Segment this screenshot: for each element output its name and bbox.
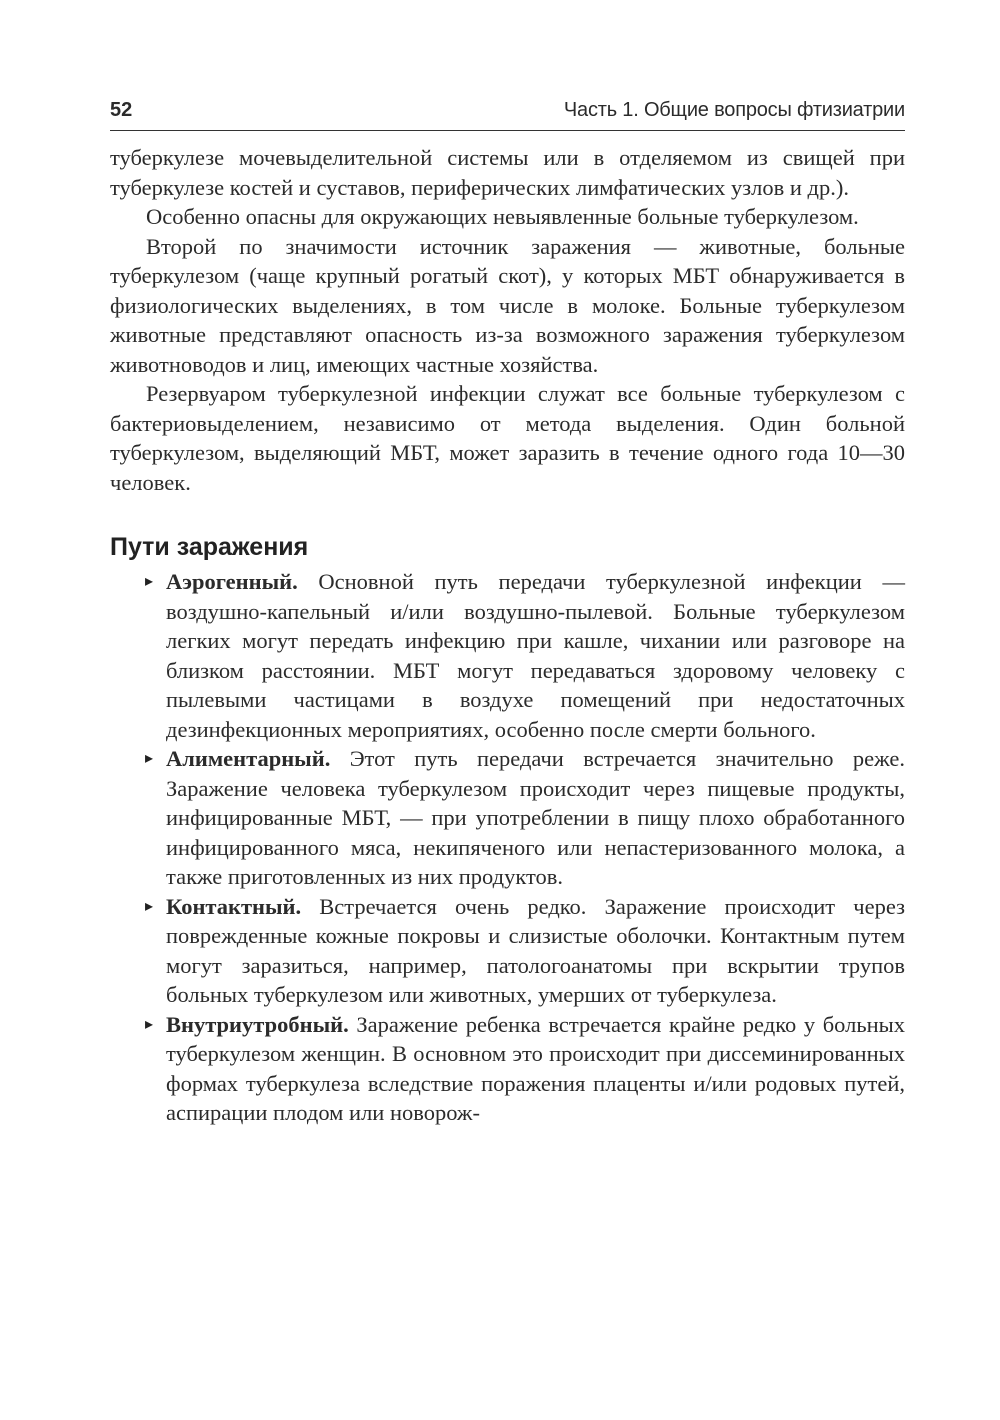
- page-number: 52: [110, 99, 133, 121]
- triangle-right-icon: ▸: [145, 750, 154, 767]
- triangle-right-icon: ▸: [145, 573, 154, 590]
- item-text: Основной путь передачи туберкулезной инфекции — воздушно-капельный и/или воздушно-пылевой. Больные туберкулезом легких могут передать инфекцию при кашле, чихании или разговоре на близком расстоянии. МБТ могут передаваться здоровому человеку с пылевыми частицами в воздухе помещений при недостаточных дезинфекционных мероприятиях, особенно после смерти больного.: [166, 569, 905, 742]
- chapter-title: Часть 1. Общие вопросы фтизиатрии: [563, 99, 905, 121]
- paragraph: туберкулезе мочевыделительной системы или в отделяемом из свищей при туберкулезе костей и суставов, периферических лимфатических узлов и др.).: [110, 145, 905, 200]
- item-text: Заражение ребенка встречается крайне редко у больных туберкулезом женщин. В основном это происходит при диссеминированных формах туберкулеза вследствие поражения плаценты и/или родовых путей, аспирации плодом или новорож-: [166, 1011, 905, 1125]
- running-header: [110, 96, 905, 131]
- paragraph: Особенно опасны для окружающих невыявленные больные туберкулезом.: [146, 204, 859, 229]
- transmission-routes-list: [110, 567, 905, 1128]
- list-item: [110, 744, 905, 892]
- book-page: [110, 96, 905, 1128]
- item-term: Внутриутробный.: [166, 1011, 349, 1037]
- page-body: [110, 143, 905, 1128]
- list-item: [110, 892, 905, 1010]
- item-term: Алиментарный.: [166, 746, 331, 771]
- paragraph: Резервуаром туберкулезной инфекции служат все больные туберкулезом с бактериовыделением, независимо от метода выделения. Один больной туберкулезом, выделяющий МБТ, может заразить в течение одного года 10—30 человек.: [110, 381, 905, 495]
- paragraph: Второй по значимости источник заражения — животные, больные туберкулезом (чаще крупный рогатый скот), у которых МБТ обнаруживается в физиологических выделениях, в том числе в молоке. Больные туберкулезом животные представляют опасность из-за возможного заражения туберкулезом животноводов и лиц, имеющих частные хозяйства.: [110, 233, 905, 377]
- list-item: [110, 1010, 905, 1128]
- triangle-right-icon: ▸: [145, 1015, 154, 1033]
- section-heading: Пути заражения: [110, 533, 309, 561]
- item-text: Встречается очень редко. Заражение происходит через поврежденные кожные покровы и слизистые оболочки. Контактным путем могут заразиться, например, патологоанатомы при вскрытии трупов больных туберкулезом или животных, умерших от туберкулеза.: [166, 893, 905, 1007]
- item-text: Этот путь передачи встречается значительно реже. Заражение человека туберкулезом происходит через пищевые продукты, инфицированные МБТ, — при употреблении в пищу плохо обработанного инфицированного мяса, некипяченого или непастеризованного молока, а также приготовленных из них продуктов.: [166, 746, 905, 889]
- item-term: Контактный.: [166, 893, 302, 919]
- item-term: Аэрогенный.: [166, 569, 298, 594]
- triangle-right-icon: ▸: [145, 897, 154, 915]
- list-item: [110, 567, 905, 744]
